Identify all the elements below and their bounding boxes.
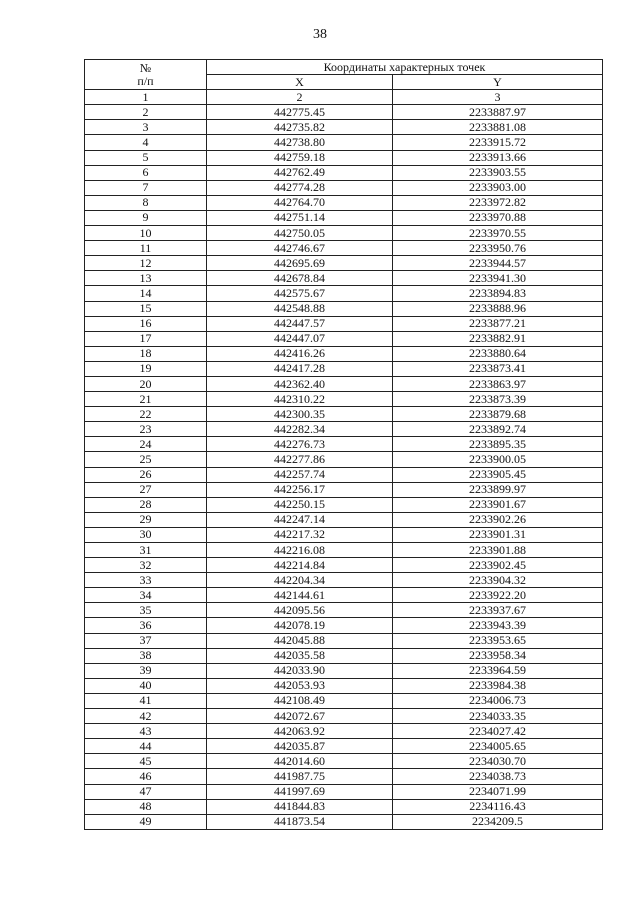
y-coordinate-cell: 2233958.34 — [393, 648, 603, 663]
table-row — [85, 814, 603, 829]
point-number-cell: 22 — [85, 407, 207, 422]
y-coordinate-cell: 2233970.55 — [393, 226, 603, 241]
point-number-cell: 6 — [85, 165, 207, 180]
point-number-cell: 14 — [85, 286, 207, 301]
header-number-abbr: п/п — [137, 73, 154, 88]
point-number-cell: 41 — [85, 693, 207, 708]
x-coordinate-cell: 442548.88 — [207, 301, 393, 316]
x-coordinate-cell: 442214.84 — [207, 558, 393, 573]
x-coordinate-cell: 442257.74 — [207, 467, 393, 482]
x-coordinate-cell: 441997.69 — [207, 784, 393, 799]
table-row — [85, 588, 603, 603]
table-row — [85, 361, 603, 376]
y-coordinate-cell: 2233915.72 — [393, 135, 603, 150]
point-number-cell: 3 — [85, 120, 207, 135]
table-row — [85, 271, 603, 286]
x-coordinate-cell: 442751.14 — [207, 210, 393, 225]
x-coordinate-cell: 442063.92 — [207, 724, 393, 739]
table-row — [85, 392, 603, 407]
table-row — [85, 422, 603, 437]
y-coordinate-cell: 2233913.66 — [393, 150, 603, 165]
y-coordinate-cell: 2233887.97 — [393, 105, 603, 120]
table-row — [85, 633, 603, 648]
y-coordinate-cell: 2234033.35 — [393, 709, 603, 724]
y-coordinate-cell: 2233902.26 — [393, 512, 603, 527]
point-number-cell: 18 — [85, 346, 207, 361]
x-coordinate-cell: 442108.49 — [207, 693, 393, 708]
table-row — [85, 512, 603, 527]
x-coordinate-cell: 442762.49 — [207, 165, 393, 180]
point-number-cell: 37 — [85, 633, 207, 648]
point-number-cell: 4 — [85, 135, 207, 150]
point-number-cell: 47 — [85, 784, 207, 799]
table-row — [85, 165, 603, 180]
x-coordinate-cell: 442362.40 — [207, 376, 393, 391]
y-coordinate-cell: 2234027.42 — [393, 724, 603, 739]
header-number-symbol: № — [139, 60, 152, 75]
x-coordinate-cell: 441844.83 — [207, 799, 393, 814]
point-number-cell: 16 — [85, 316, 207, 331]
y-coordinate-cell: 2233901.67 — [393, 497, 603, 512]
point-number-cell: 40 — [85, 678, 207, 693]
y-coordinate-cell: 2233984.38 — [393, 678, 603, 693]
table-row — [85, 376, 603, 391]
y-coordinate-cell: 2233899.97 — [393, 482, 603, 497]
coordinates-table — [84, 59, 603, 830]
point-number-cell: 33 — [85, 573, 207, 588]
point-number-cell: 36 — [85, 618, 207, 633]
y-coordinate-cell: 2233877.21 — [393, 316, 603, 331]
y-coordinate-cell: 2234030.70 — [393, 754, 603, 769]
y-coordinate-cell: 2233905.45 — [393, 467, 603, 482]
y-coordinate-cell: 2233964.59 — [393, 663, 603, 678]
y-coordinate-cell: 2233888.96 — [393, 301, 603, 316]
table-row — [85, 452, 603, 467]
y-coordinate-cell: 2233894.83 — [393, 286, 603, 301]
x-coordinate-cell: 442447.57 — [207, 316, 393, 331]
table-row — [85, 603, 603, 618]
x-coordinate-cell: 442416.26 — [207, 346, 393, 361]
y-coordinate-cell: 2233873.41 — [393, 361, 603, 376]
x-coordinate-cell: 442750.05 — [207, 226, 393, 241]
x-coordinate-cell: 442735.82 — [207, 120, 393, 135]
y-coordinate-cell: 2233972.82 — [393, 195, 603, 210]
y-coordinate-cell: 2233902.45 — [393, 558, 603, 573]
header-row-1 — [85, 60, 603, 75]
point-number-cell: 9 — [85, 210, 207, 225]
table-row — [85, 497, 603, 512]
header-x: X — [207, 75, 393, 90]
table-row — [85, 724, 603, 739]
table-row — [85, 799, 603, 814]
point-number-cell: 32 — [85, 558, 207, 573]
point-number-cell: 15 — [85, 301, 207, 316]
x-coordinate-cell: 442764.70 — [207, 195, 393, 210]
x-coordinate-cell: 442072.67 — [207, 709, 393, 724]
column-index-1: 1 — [85, 90, 207, 105]
table-row — [85, 754, 603, 769]
x-coordinate-cell: 442045.88 — [207, 633, 393, 648]
table-row — [85, 648, 603, 663]
point-number-cell: 35 — [85, 603, 207, 618]
point-number-cell: 5 — [85, 150, 207, 165]
x-coordinate-cell: 442759.18 — [207, 150, 393, 165]
column-index-3: 3 — [393, 90, 603, 105]
point-number-cell: 17 — [85, 331, 207, 346]
point-number-cell: 2 — [85, 105, 207, 120]
y-coordinate-cell: 2233943.39 — [393, 618, 603, 633]
x-coordinate-cell: 442417.28 — [207, 361, 393, 376]
point-number-cell: 43 — [85, 724, 207, 739]
x-coordinate-cell: 442775.45 — [207, 105, 393, 120]
y-coordinate-cell: 2233879.68 — [393, 407, 603, 422]
x-coordinate-cell: 442144.61 — [207, 588, 393, 603]
table-row — [85, 558, 603, 573]
y-coordinate-cell: 2233882.91 — [393, 331, 603, 346]
table-row — [85, 301, 603, 316]
x-coordinate-cell: 442695.69 — [207, 256, 393, 271]
point-number-cell: 26 — [85, 467, 207, 482]
point-number-cell: 7 — [85, 180, 207, 195]
point-number-cell: 8 — [85, 195, 207, 210]
x-coordinate-cell: 441873.54 — [207, 814, 393, 829]
point-number-cell: 48 — [85, 799, 207, 814]
point-number-cell: 38 — [85, 648, 207, 663]
x-coordinate-cell: 442247.14 — [207, 512, 393, 527]
x-coordinate-cell: 442033.90 — [207, 663, 393, 678]
table-row — [85, 618, 603, 633]
point-number-cell: 39 — [85, 663, 207, 678]
table-row — [85, 437, 603, 452]
x-coordinate-cell: 442256.17 — [207, 482, 393, 497]
table-row — [85, 286, 603, 301]
point-number-cell: 29 — [85, 512, 207, 527]
y-coordinate-cell: 2233892.74 — [393, 422, 603, 437]
point-number-cell: 19 — [85, 361, 207, 376]
point-number-cell: 31 — [85, 543, 207, 558]
table-row — [85, 105, 603, 120]
y-coordinate-cell: 2233950.76 — [393, 241, 603, 256]
point-number-cell: 11 — [85, 241, 207, 256]
column-index-row — [85, 90, 603, 105]
x-coordinate-cell: 442217.32 — [207, 527, 393, 542]
x-coordinate-cell: 442035.87 — [207, 739, 393, 754]
x-coordinate-cell: 442276.73 — [207, 437, 393, 452]
table-row — [85, 573, 603, 588]
point-number-cell: 27 — [85, 482, 207, 497]
table-row — [85, 120, 603, 135]
y-coordinate-cell: 2234116.43 — [393, 799, 603, 814]
x-coordinate-cell: 442053.93 — [207, 678, 393, 693]
point-number-cell: 34 — [85, 588, 207, 603]
point-number-cell: 44 — [85, 739, 207, 754]
point-number-cell: 25 — [85, 452, 207, 467]
y-coordinate-cell: 2234209.5 — [393, 814, 603, 829]
table-row — [85, 195, 603, 210]
y-coordinate-cell: 2233941.30 — [393, 271, 603, 286]
y-coordinate-cell: 2233873.39 — [393, 392, 603, 407]
x-coordinate-cell: 442277.86 — [207, 452, 393, 467]
y-coordinate-cell: 2233953.65 — [393, 633, 603, 648]
y-coordinate-cell: 2233970.88 — [393, 210, 603, 225]
y-coordinate-cell: 2233903.00 — [393, 180, 603, 195]
point-number-cell: 46 — [85, 769, 207, 784]
point-number-cell: 28 — [85, 497, 207, 512]
table-row — [85, 482, 603, 497]
y-coordinate-cell: 2233863.97 — [393, 376, 603, 391]
column-index-2: 2 — [207, 90, 393, 105]
y-coordinate-cell: 2234005.65 — [393, 739, 603, 754]
point-number-cell: 12 — [85, 256, 207, 271]
point-number-cell: 42 — [85, 709, 207, 724]
y-coordinate-cell: 2233900.05 — [393, 452, 603, 467]
table-row — [85, 210, 603, 225]
table-row — [85, 180, 603, 195]
header-y: Y — [393, 75, 603, 90]
y-coordinate-cell: 2233944.57 — [393, 256, 603, 271]
table-row — [85, 678, 603, 693]
x-coordinate-cell: 442078.19 — [207, 618, 393, 633]
y-coordinate-cell: 2233922.20 — [393, 588, 603, 603]
table-row — [85, 135, 603, 150]
table-row — [85, 527, 603, 542]
table-row — [85, 316, 603, 331]
x-coordinate-cell: 442250.15 — [207, 497, 393, 512]
header-number — [85, 60, 207, 90]
page-number: 38 — [313, 27, 327, 42]
point-number-cell: 21 — [85, 392, 207, 407]
point-number-cell: 13 — [85, 271, 207, 286]
header-coordinates-group: Координаты характерных точек — [207, 60, 603, 75]
table-row — [85, 331, 603, 346]
y-coordinate-cell: 2233881.08 — [393, 120, 603, 135]
x-coordinate-cell: 442447.07 — [207, 331, 393, 346]
point-number-cell: 49 — [85, 814, 207, 829]
table-row — [85, 407, 603, 422]
table-row — [85, 226, 603, 241]
y-coordinate-cell: 2233904.32 — [393, 573, 603, 588]
table-row — [85, 693, 603, 708]
table-row — [85, 346, 603, 361]
x-coordinate-cell: 442738.80 — [207, 135, 393, 150]
x-coordinate-cell: 442575.67 — [207, 286, 393, 301]
table-row — [85, 769, 603, 784]
table-row — [85, 150, 603, 165]
table-row — [85, 241, 603, 256]
y-coordinate-cell: 2233880.64 — [393, 346, 603, 361]
x-coordinate-cell: 442095.56 — [207, 603, 393, 618]
point-number-cell: 10 — [85, 226, 207, 241]
y-coordinate-cell: 2233937.67 — [393, 603, 603, 618]
y-coordinate-cell: 2233903.55 — [393, 165, 603, 180]
x-coordinate-cell: 442310.22 — [207, 392, 393, 407]
point-number-cell: 45 — [85, 754, 207, 769]
x-coordinate-cell: 441987.75 — [207, 769, 393, 784]
x-coordinate-cell: 442014.60 — [207, 754, 393, 769]
y-coordinate-cell: 2234006.73 — [393, 693, 603, 708]
table-body — [85, 105, 603, 830]
x-coordinate-cell: 442300.35 — [207, 407, 393, 422]
point-number-cell: 30 — [85, 527, 207, 542]
x-coordinate-cell: 442204.34 — [207, 573, 393, 588]
table-row — [85, 709, 603, 724]
y-coordinate-cell: 2233901.88 — [393, 543, 603, 558]
table-row — [85, 256, 603, 271]
y-coordinate-cell: 2233901.31 — [393, 527, 603, 542]
table-row — [85, 467, 603, 482]
y-coordinate-cell: 2233895.35 — [393, 437, 603, 452]
y-coordinate-cell: 2234071.99 — [393, 784, 603, 799]
x-coordinate-cell: 442035.58 — [207, 648, 393, 663]
table-row — [85, 784, 603, 799]
x-coordinate-cell: 442216.08 — [207, 543, 393, 558]
x-coordinate-cell: 442746.67 — [207, 241, 393, 256]
table-row — [85, 543, 603, 558]
table-row — [85, 663, 603, 678]
table-row — [85, 739, 603, 754]
x-coordinate-cell: 442774.28 — [207, 180, 393, 195]
point-number-cell: 20 — [85, 376, 207, 391]
point-number-cell: 24 — [85, 437, 207, 452]
x-coordinate-cell: 442282.34 — [207, 422, 393, 437]
x-coordinate-cell: 442678.84 — [207, 271, 393, 286]
point-number-cell: 23 — [85, 422, 207, 437]
y-coordinate-cell: 2234038.73 — [393, 769, 603, 784]
